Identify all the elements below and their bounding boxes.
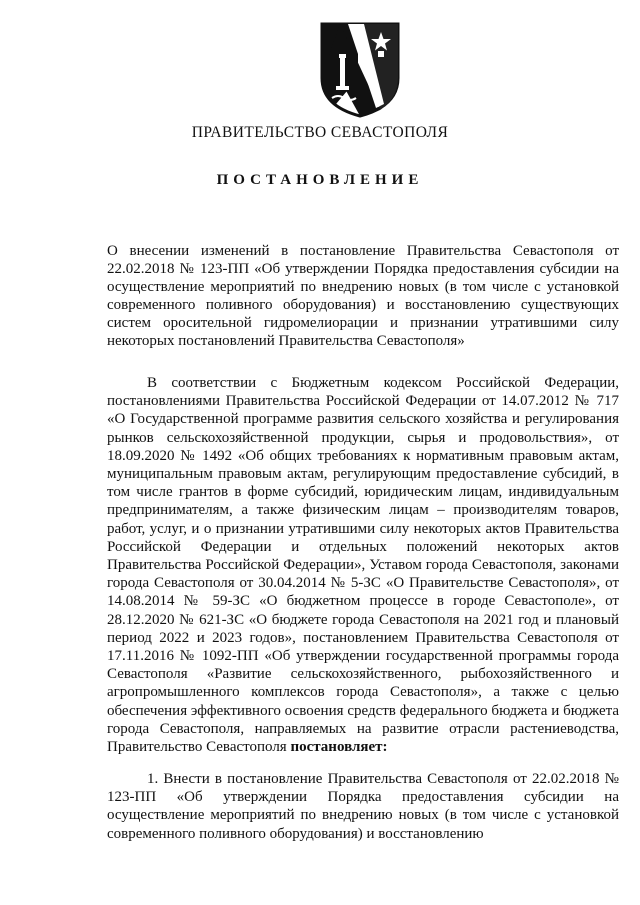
resolves-keyword: постановляет: xyxy=(290,739,388,756)
government-name: ПРАВИТЕЛЬСТВО СЕВАСТОПОЛЯ xyxy=(191,124,449,141)
preamble-paragraph xyxy=(107,374,619,756)
document-type-title: ПОСТАНОВЛЕНИЕ xyxy=(216,172,424,188)
preamble-text: В соответствии с Бюджетным кодексом Российской Федерации, постановлениями Правительства Российской Федерации от 14.07.2012 № 717 «О Государственной программе развития сельского хозяйства и регулирования рынков сельскохозяйственной продукции, сырья и продовольствия», от 18.09.2020 № 1492 «Об общих требованиях к нормативным правовым актам, муниципальным правовым актам, регулирующим предоставление субсидий, в том числе грантов в форме субсидий, юридическим лицам, индивидуальным предпринимателям, а также физическим лицам – производителям товаров, работ, услуг, и о признании утратившими силу некоторых актов Правительства Российской Федерации и отдельных положений некоторых актов Правительства Российской Федерации», Уставом города Севастополя, законами города Севастополя от 30.04.2014 № 5-ЗС «О Правительстве Севастополя», от 14.08.2014 № 59-ЗС «О бюджетном процессе в городе Севастополе», от 28.12.2020 № 621-ЗС «О бюджете города Севастополя на 2021 год и плановый период 2022 и 2023 годов», постановлением Правительства Севастополя от 17.11.2016 № 1092-ПП «Об утверждении государственной программы города Севастополя «Развитие сельскохозяйственного, рыбохозяйственного и агропромышленного комплексов города Севастополя», а также с целью обеспечения эффективного освоения средств федерального бюджета и бюджета города Севастополя, направляемых на развитие отрасли растениеводства, Правительство Севастополя xyxy=(107,375,619,756)
decree-subject: О внесении изменений в постановление Правительства Севастополя от 22.02.2018 № 123-ПП «Об утверждении Порядка предоставления субсидии на осуществление мероприятий по внедрению новых (в том числе с установкой современного поливного оборудования) и восстановлению существующих систем оросительной гидромелиорации и признании утратившими силу некоторых постановлений Правительства Севастополя» xyxy=(107,243,619,349)
preamble xyxy=(107,374,619,756)
item-1-paragraph: 1. Внести в постановление Правительства Севастополя от 22.02.2018 № 123-ПП «Об утверждении Порядка предоставления субсидии на осуществление мероприятий по внедрению новых (в том числе с установкой современного поливного оборудования) и восстановлению xyxy=(107,771,619,842)
decree-item-1 xyxy=(107,770,619,843)
sevastopol-coat-of-arms-icon xyxy=(318,18,402,118)
